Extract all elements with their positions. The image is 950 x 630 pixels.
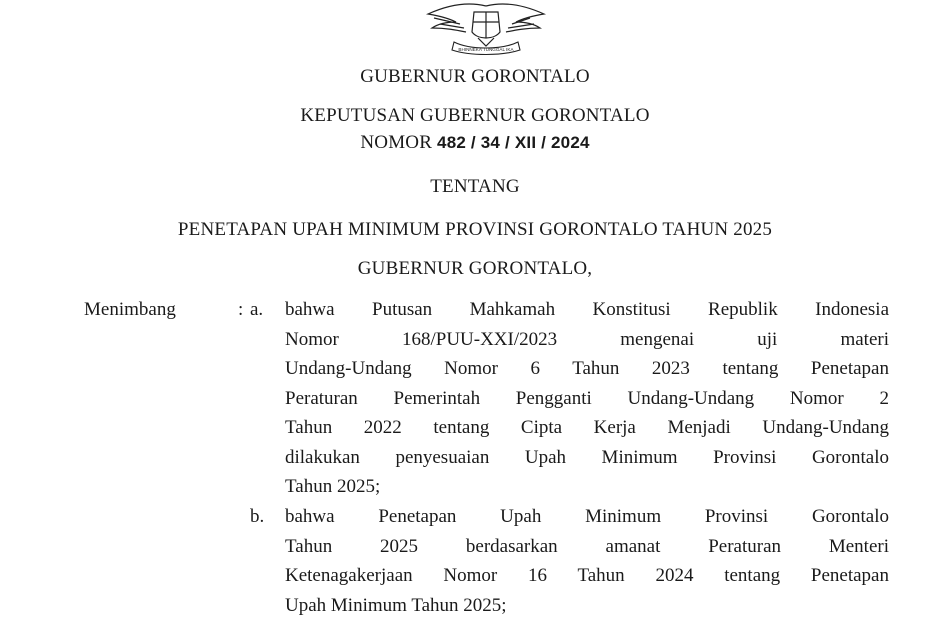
nomor-value: 482 / 34 / XII / 2024	[437, 133, 590, 152]
decree-subject: PENETAPAN UPAH MINIMUM PROVINSI GORONTALO TAHUN 2025	[177, 219, 773, 240]
text-line: dilakukan penyesuaian Upah Minimum Provinsi Gorontalo	[285, 446, 889, 468]
text-line: Tahun 2025 berdasarkan amanat Peraturan Menteri	[285, 535, 889, 557]
item-a-marker: a.	[250, 299, 264, 320]
text-line: Upah Minimum Tahun 2025;	[285, 594, 507, 616]
text-line: Ketenagakerjaan Nomor 16 Tahun 2024 tentang Penetapan	[285, 565, 889, 586]
decree-number	[0, 131, 950, 155]
item-b-marker: b.	[250, 506, 265, 527]
item-b-text	[285, 502, 889, 620]
text-line: Nomor 168/PUU-XXI/2023 mengenai uji materi	[285, 328, 889, 350]
text-line: Peraturan Pemerintah Pengganti Undang-Undang Nomor 2	[285, 387, 889, 409]
menimbang-label: Menimbang	[84, 299, 176, 320]
menimbang-colon: :	[238, 299, 244, 320]
text-line: bahwa Putusan Mahkamah Konstitusi Republik Indonesia	[285, 299, 889, 320]
emblem-motto: BHINNEKA TUNGGAL IKA	[458, 47, 514, 52]
signatory-line: GUBERNUR GORONTALO,	[357, 258, 593, 279]
header-governor-title: GUBERNUR GORONTALO	[360, 66, 590, 87]
nomor-label: NOMOR	[360, 132, 433, 153]
text-line: Tahun 2022 tentang Cipta Kerja Menjadi Undang-Undang	[285, 417, 889, 438]
garuda-emblem-icon	[420, 0, 552, 56]
text-line: Tahun 2025;	[285, 476, 381, 497]
tentang-heading: TENTANG	[430, 176, 520, 197]
text-line: bahwa Penetapan Upah Minimum Provinsi Gorontalo	[285, 506, 889, 527]
item-a-text	[285, 295, 889, 502]
text-line: Undang-Undang Nomor 6 Tahun 2023 tentang Penetapan	[285, 358, 889, 379]
decree-title: KEPUTUSAN GUBERNUR GORONTALO	[300, 105, 650, 126]
